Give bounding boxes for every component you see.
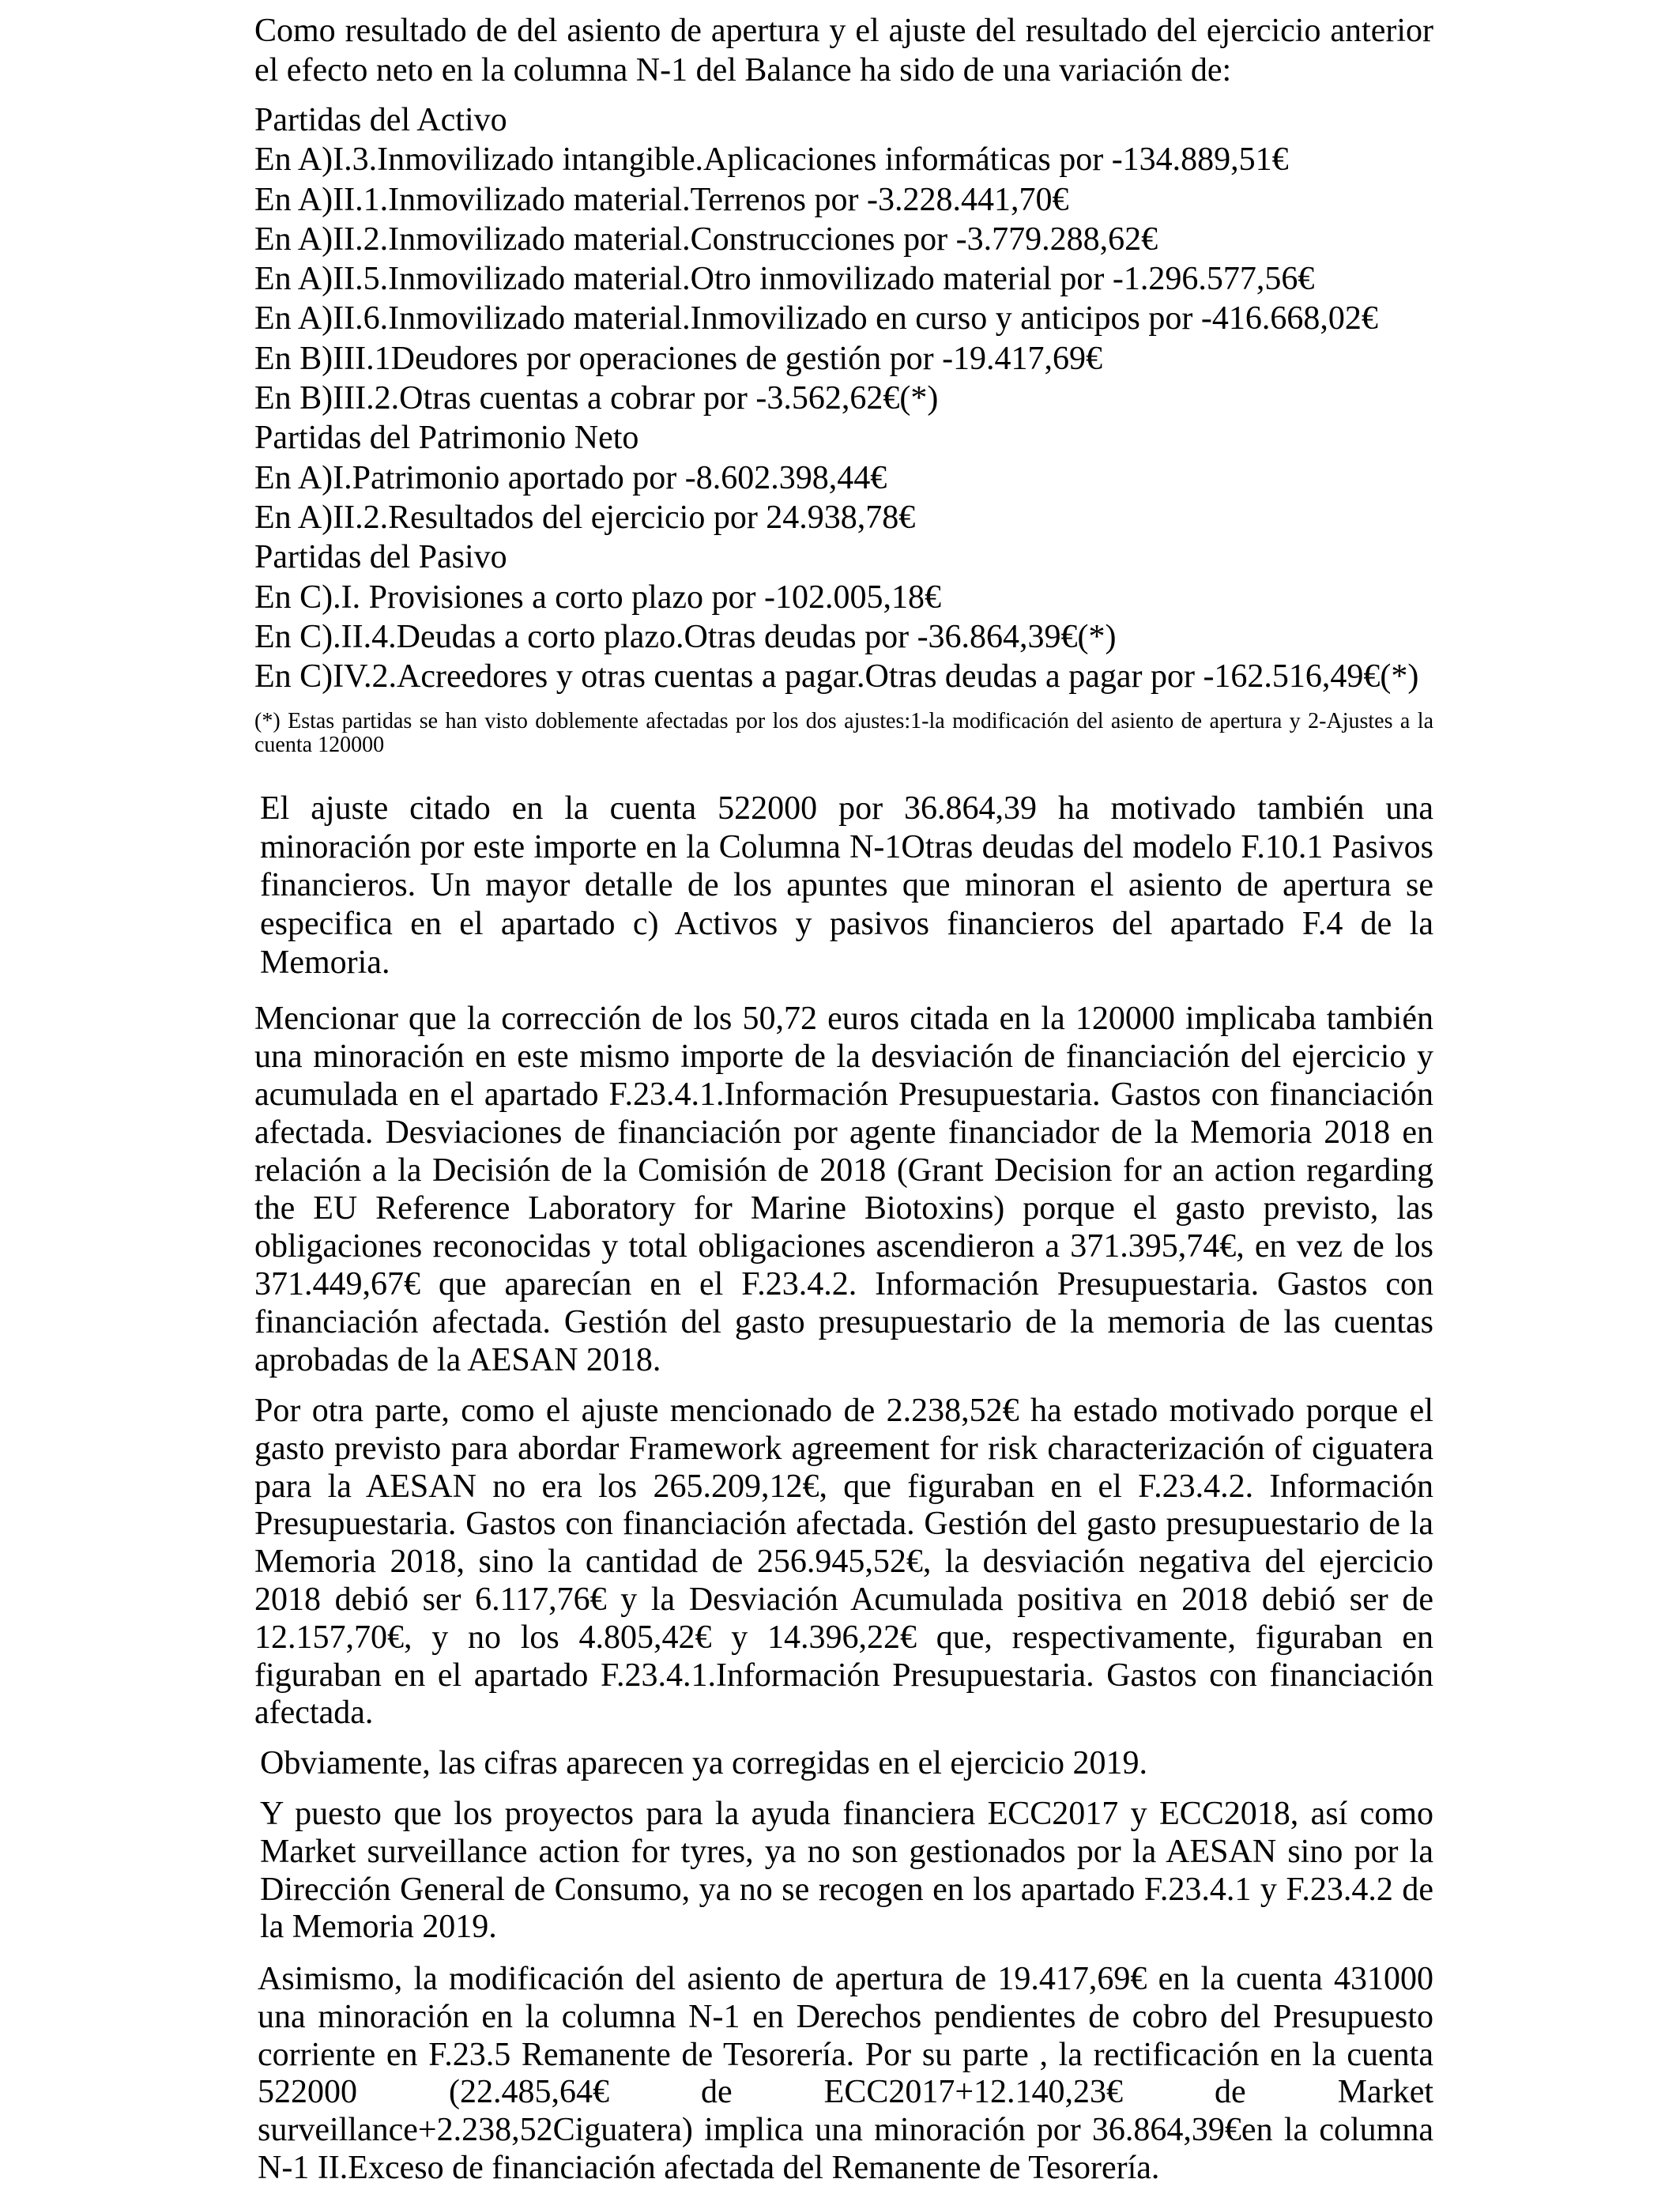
paragraph-line: 522000 (22.485,64€ de ECC2017+12.140,23€ de Market bbox=[258, 2074, 1433, 2111]
list-item: En A)II.2.Inmovilizado material.Construcciones por -3.779.288,62€ bbox=[254, 221, 1158, 258]
paragraph-line: la Memoria 2019. bbox=[260, 1909, 497, 1946]
footnote-line: cuenta 120000 bbox=[254, 733, 385, 757]
paragraph-proyectos-consumo bbox=[260, 1796, 1433, 1947]
paragraph-line: Memoria. bbox=[260, 944, 390, 981]
list-item: En C).I. Provisiones a corto plazo por -102.005,18€ bbox=[254, 579, 942, 616]
paragraph-line: una minoración en la columna N-1 en Derechos pendientes de cobro del Presupuesto bbox=[258, 1998, 1433, 2035]
list-item: En A)II.1.Inmovilizado material.Terrenos por -3.228.441,70€ bbox=[254, 181, 1069, 218]
paragraph-line: Asimismo, la modificación del asiento de apertura de 19.417,69€ en la cuenta 431000 bbox=[258, 1961, 1433, 1997]
section-heading-pasivo: Partidas del Pasivo bbox=[254, 539, 507, 576]
paragraph-line: afectada. Desviaciones de financiación por agente financiador de la Memoria 2018 en bbox=[254, 1114, 1433, 1151]
list-item: En C).II.4.Deudas a corto plazo.Otras deudas por -36.864,39€(*) bbox=[254, 618, 1117, 655]
footnote bbox=[254, 710, 1433, 757]
paragraph-line: afectada. bbox=[254, 1695, 374, 1732]
paragraph-line: Y puesto que los proyectos para la ayuda financiera ECC2017 y ECC2018, así como bbox=[260, 1796, 1433, 1832]
paragraph-line: una minoración en este mismo importe de la desviación de financiación del ejercicio y bbox=[254, 1039, 1433, 1075]
paragraph-line: Por otra parte, como el ajuste mencionado de 2.238,52€ ha estado motivado porque el bbox=[254, 1393, 1433, 1429]
paragraph-line: Obviamente, las cifras aparecen ya corregidas en el ejercicio 2019. bbox=[260, 1745, 1147, 1781]
paragraph-cifras-corregidas bbox=[260, 1745, 1433, 1783]
paragraph-line: surveillance+2.238,52Ciguatera) implica una minoración por 36.864,39€en la columna bbox=[258, 2112, 1433, 2149]
list-item: En A)II.5.Inmovilizado material.Otro inmovilizado material por -1.296.577,56€ bbox=[254, 261, 1315, 298]
paragraph-line: the EU Reference Laboratory for Marine Biotoxins) porque el gasto previsto, las bbox=[254, 1190, 1433, 1227]
paragraph-line: especifica en el apartado c) Activos y pasivos financieros del apartado F.4 de la bbox=[260, 906, 1433, 943]
paragraph-line: 2018 debió ser 6.117,76€ y la Desviación Acumulada positiva en 2018 debió ser de bbox=[254, 1581, 1433, 1618]
paragraph-correccion-120000 bbox=[254, 1000, 1433, 1379]
paragraph-line: 12.157,70€, y no los 4.805,42€ y 14.396,22€ que, respectivamente, figuraban en bbox=[254, 1619, 1433, 1656]
list-item: En B)III.2.Otras cuentas a cobrar por -3.562,62€(*) bbox=[254, 380, 939, 417]
paragraph-line: El ajuste citado en la cuenta 522000 por 36.864,39 ha motivado también una bbox=[260, 790, 1433, 827]
list-item: En B)III.1Deudores por operaciones de gestión por -19.417,69€ bbox=[254, 340, 1103, 377]
paragraph-line: obligaciones reconocidas y total obligaciones ascendieron a 371.395,74€, en vez de los bbox=[254, 1228, 1433, 1265]
paragraph-remanente-tesoreria bbox=[258, 1961, 1433, 2188]
paragraph-line: Memoria 2018, sino la cantidad de 256.945,52€, la desviación negativa del ejercicio bbox=[254, 1544, 1433, 1581]
list-item: En A)I.Patrimonio aportado por -8.602.398,44€ bbox=[254, 459, 887, 496]
paragraph-line: financieros. Un mayor detalle de los apuntes que minoran el asiento de apertura se bbox=[260, 867, 1433, 904]
paragraph-line: figuraban en el apartado F.23.4.1.Información Presupuestaria. Gastos con financiación bbox=[254, 1657, 1433, 1694]
paragraph-line: para la AESAN no era los 265.209,12€, que figuraban en el F.23.4.2. Información bbox=[254, 1468, 1433, 1505]
list-item: En A)I.3.Inmovilizado intangible.Aplicaciones informáticas por -134.889,51€ bbox=[254, 141, 1289, 179]
section-heading-activo: Partidas del Activo bbox=[254, 102, 507, 138]
paragraph-line: Dirección General de Consumo, ya no se recogen en los apartado F.23.4.1 y F.23.4.2 de bbox=[260, 1871, 1433, 1908]
section-heading-patrimonio-neto: Partidas del Patrimonio Neto bbox=[254, 420, 639, 457]
paragraph-line: 371.449,67€ que aparecían en el F.23.4.2. Información Presupuestaria. Gastos con bbox=[254, 1266, 1433, 1302]
paragraph-line: relación a la Decisión de la Comisión de 2018 (Grant Decision for an action regarding bbox=[254, 1152, 1433, 1189]
paragraph-ajuste-ciguatera bbox=[254, 1393, 1433, 1732]
balance-variations-list bbox=[254, 100, 1433, 696]
paragraph-line: aprobadas de la AESAN 2018. bbox=[254, 1342, 661, 1378]
paragraph-line: financiación afectada. Gestión del gasto presupuestario de la memoria de las cuentas bbox=[254, 1304, 1433, 1340]
paragraph-line: minoración por este importe en la Columna N-1Otras deudas del modelo F.10.1 Pasivos bbox=[260, 828, 1433, 865]
paragraph-line: Presupuestaria. Gastos con financiación afectada. Gestión del gasto presupuestario de la bbox=[254, 1506, 1433, 1543]
list-item: En A)II.2.Resultados del ejercicio por 24.938,78€ bbox=[254, 499, 916, 536]
intro-paragraph bbox=[254, 11, 1433, 90]
paragraph-line: Mencionar que la corrección de los 50,72 euros citada en la 120000 implicaba también bbox=[254, 1001, 1433, 1037]
footnote-line: (*) Estas partidas se han visto doblemente afectadas por los dos ajustes:1-la modificación del asiento de apertura y 2-Ajustes a la bbox=[254, 709, 1433, 733]
paragraph-line: Market surveillance action for tyres, ya no son gestionados por la AESAN sino por la bbox=[260, 1833, 1433, 1870]
paragraph-line: Como resultado de del asiento de apertura y el ajuste del resultado del ejercicio anterior bbox=[254, 13, 1433, 49]
paragraph-ajuste-522000 bbox=[260, 790, 1433, 982]
list-item: En C)IV.2.Acreedores y otras cuentas a pagar.Otras deudas a pagar por -162.516,49€(*) bbox=[254, 658, 1419, 696]
paragraph-line: N-1 II.Exceso de financiación afectada del Remanente de Tesorería. bbox=[258, 2149, 1160, 2186]
paragraph-line: corriente en F.23.5 Remanente de Tesorería. Por su parte , la rectificación en la cuenta bbox=[258, 2036, 1433, 2073]
list-item: En A)II.6.Inmovilizado material.Inmovilizado en curso y anticipos por -416.668,02€ bbox=[254, 300, 1378, 337]
paragraph-line: acumulada en el apartado F.23.4.1.Información Presupuestaria. Gastos con financiación bbox=[254, 1076, 1433, 1113]
paragraph-line: el efecto neto en la columna N-1 del Balance ha sido de una variación de: bbox=[254, 52, 1232, 89]
paragraph-line: gasto previsto para abordar Framework agreement for risk characterización of ciguatera bbox=[254, 1430, 1433, 1467]
